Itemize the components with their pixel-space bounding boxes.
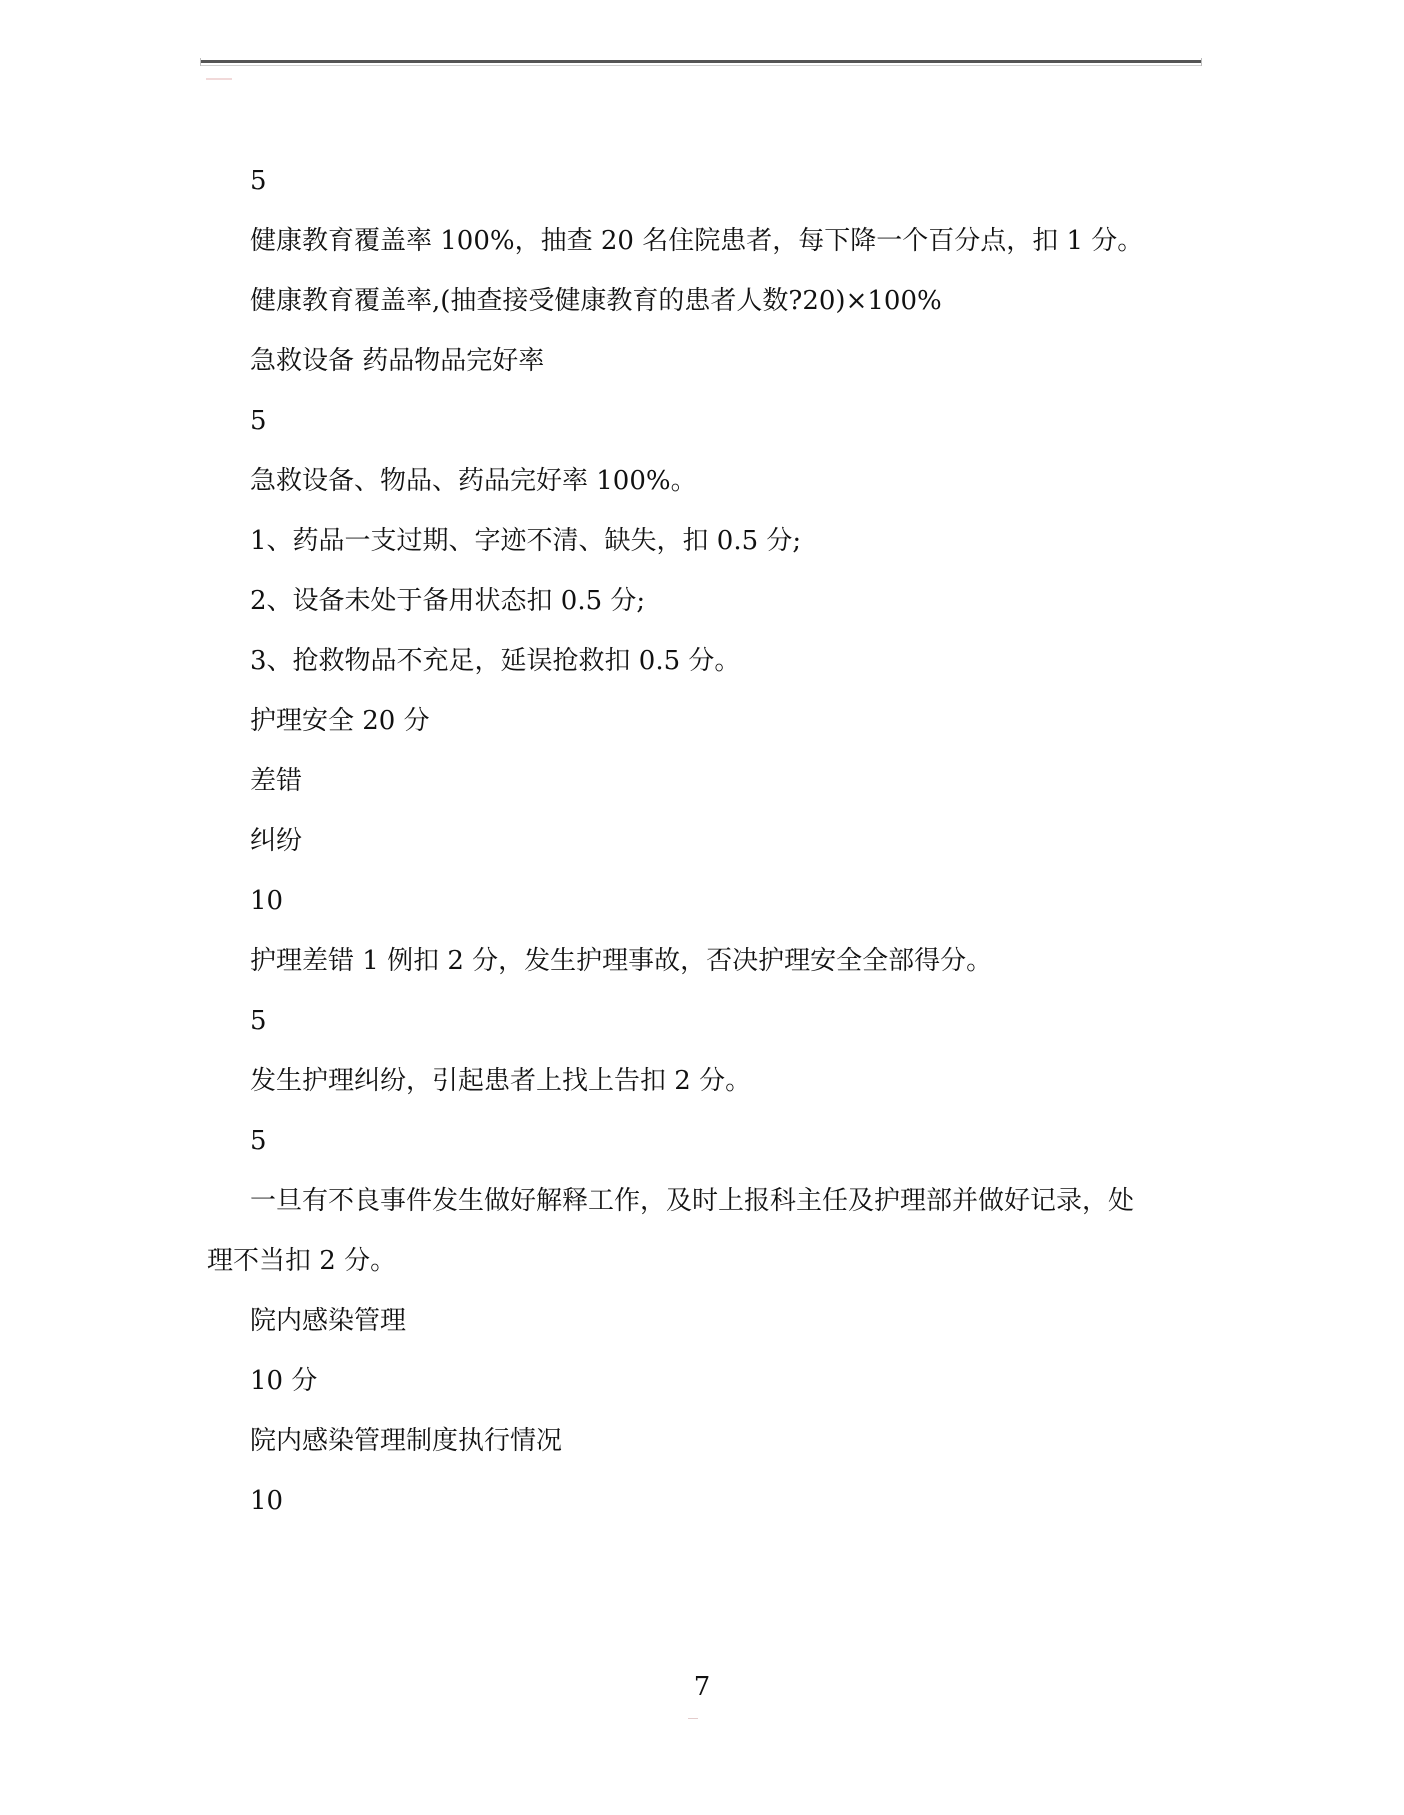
header-rule-left-edge [200,58,201,66]
header-rule-right-edge [1201,58,1202,66]
text-line-20: 院内感染管理 [250,1306,407,1336]
text-line-18: 一旦有不良事件发生做好解释工作，及时上报科主任及护理部并做好记录，处 [250,1186,1135,1216]
page-number: 7 [693,1672,711,1702]
text-line-5: 5 [250,406,267,436]
header-rule-thin-line [200,65,1202,66]
text-line-6: 急救设备、物品、药品完好率 100%。 [250,466,697,496]
text-line-11: 差错 [250,766,303,796]
text-line-21: 10 分 [250,1366,318,1396]
text-line-9: 3、抢救物品不充足，延误抢救扣 0.5 分。 [250,646,741,676]
text-line-23: 10 [250,1486,284,1516]
text-line-15: 5 [250,1006,267,1036]
text-line-13: 10 [250,886,284,916]
text-line-16: 发生护理纠纷，引起患者上找上告扣 2 分。 [250,1066,752,1096]
footer-mark [688,1718,698,1719]
header-mark [206,78,232,80]
text-line-12: 纠纷 [250,826,303,856]
header-rule [200,58,1202,68]
text-line-22: 院内感染管理制度执行情况 [250,1426,563,1456]
text-line-4: 急救设备 药品物品完好率 [250,346,545,376]
text-line-7: 1、药品一支过期、字迹不清、缺失，扣 0.5 分; [250,526,802,556]
text-line-19: 理不当扣 2 分。 [207,1246,397,1276]
text-line-10: 护理安全 20 分 [250,706,430,736]
text-line-8: 2、设备未处于备用状态扣 0.5 分; [250,586,646,616]
header-rule-thick-line [200,60,1202,63]
text-line-14: 护理差错 1 例扣 2 分，发生护理事故，否决护理安全全部得分。 [250,946,993,976]
text-line-2: 健康教育覆盖率 100%，抽查 20 名住院患者，每下降一个百分点，扣 1 分。 [250,226,1144,256]
text-line-17: 5 [250,1126,267,1156]
text-line-1: 5 [250,166,267,196]
text-line-3: 健康教育覆盖率,(抽查接受健康教育的患者人数?20)×100% [250,286,942,316]
